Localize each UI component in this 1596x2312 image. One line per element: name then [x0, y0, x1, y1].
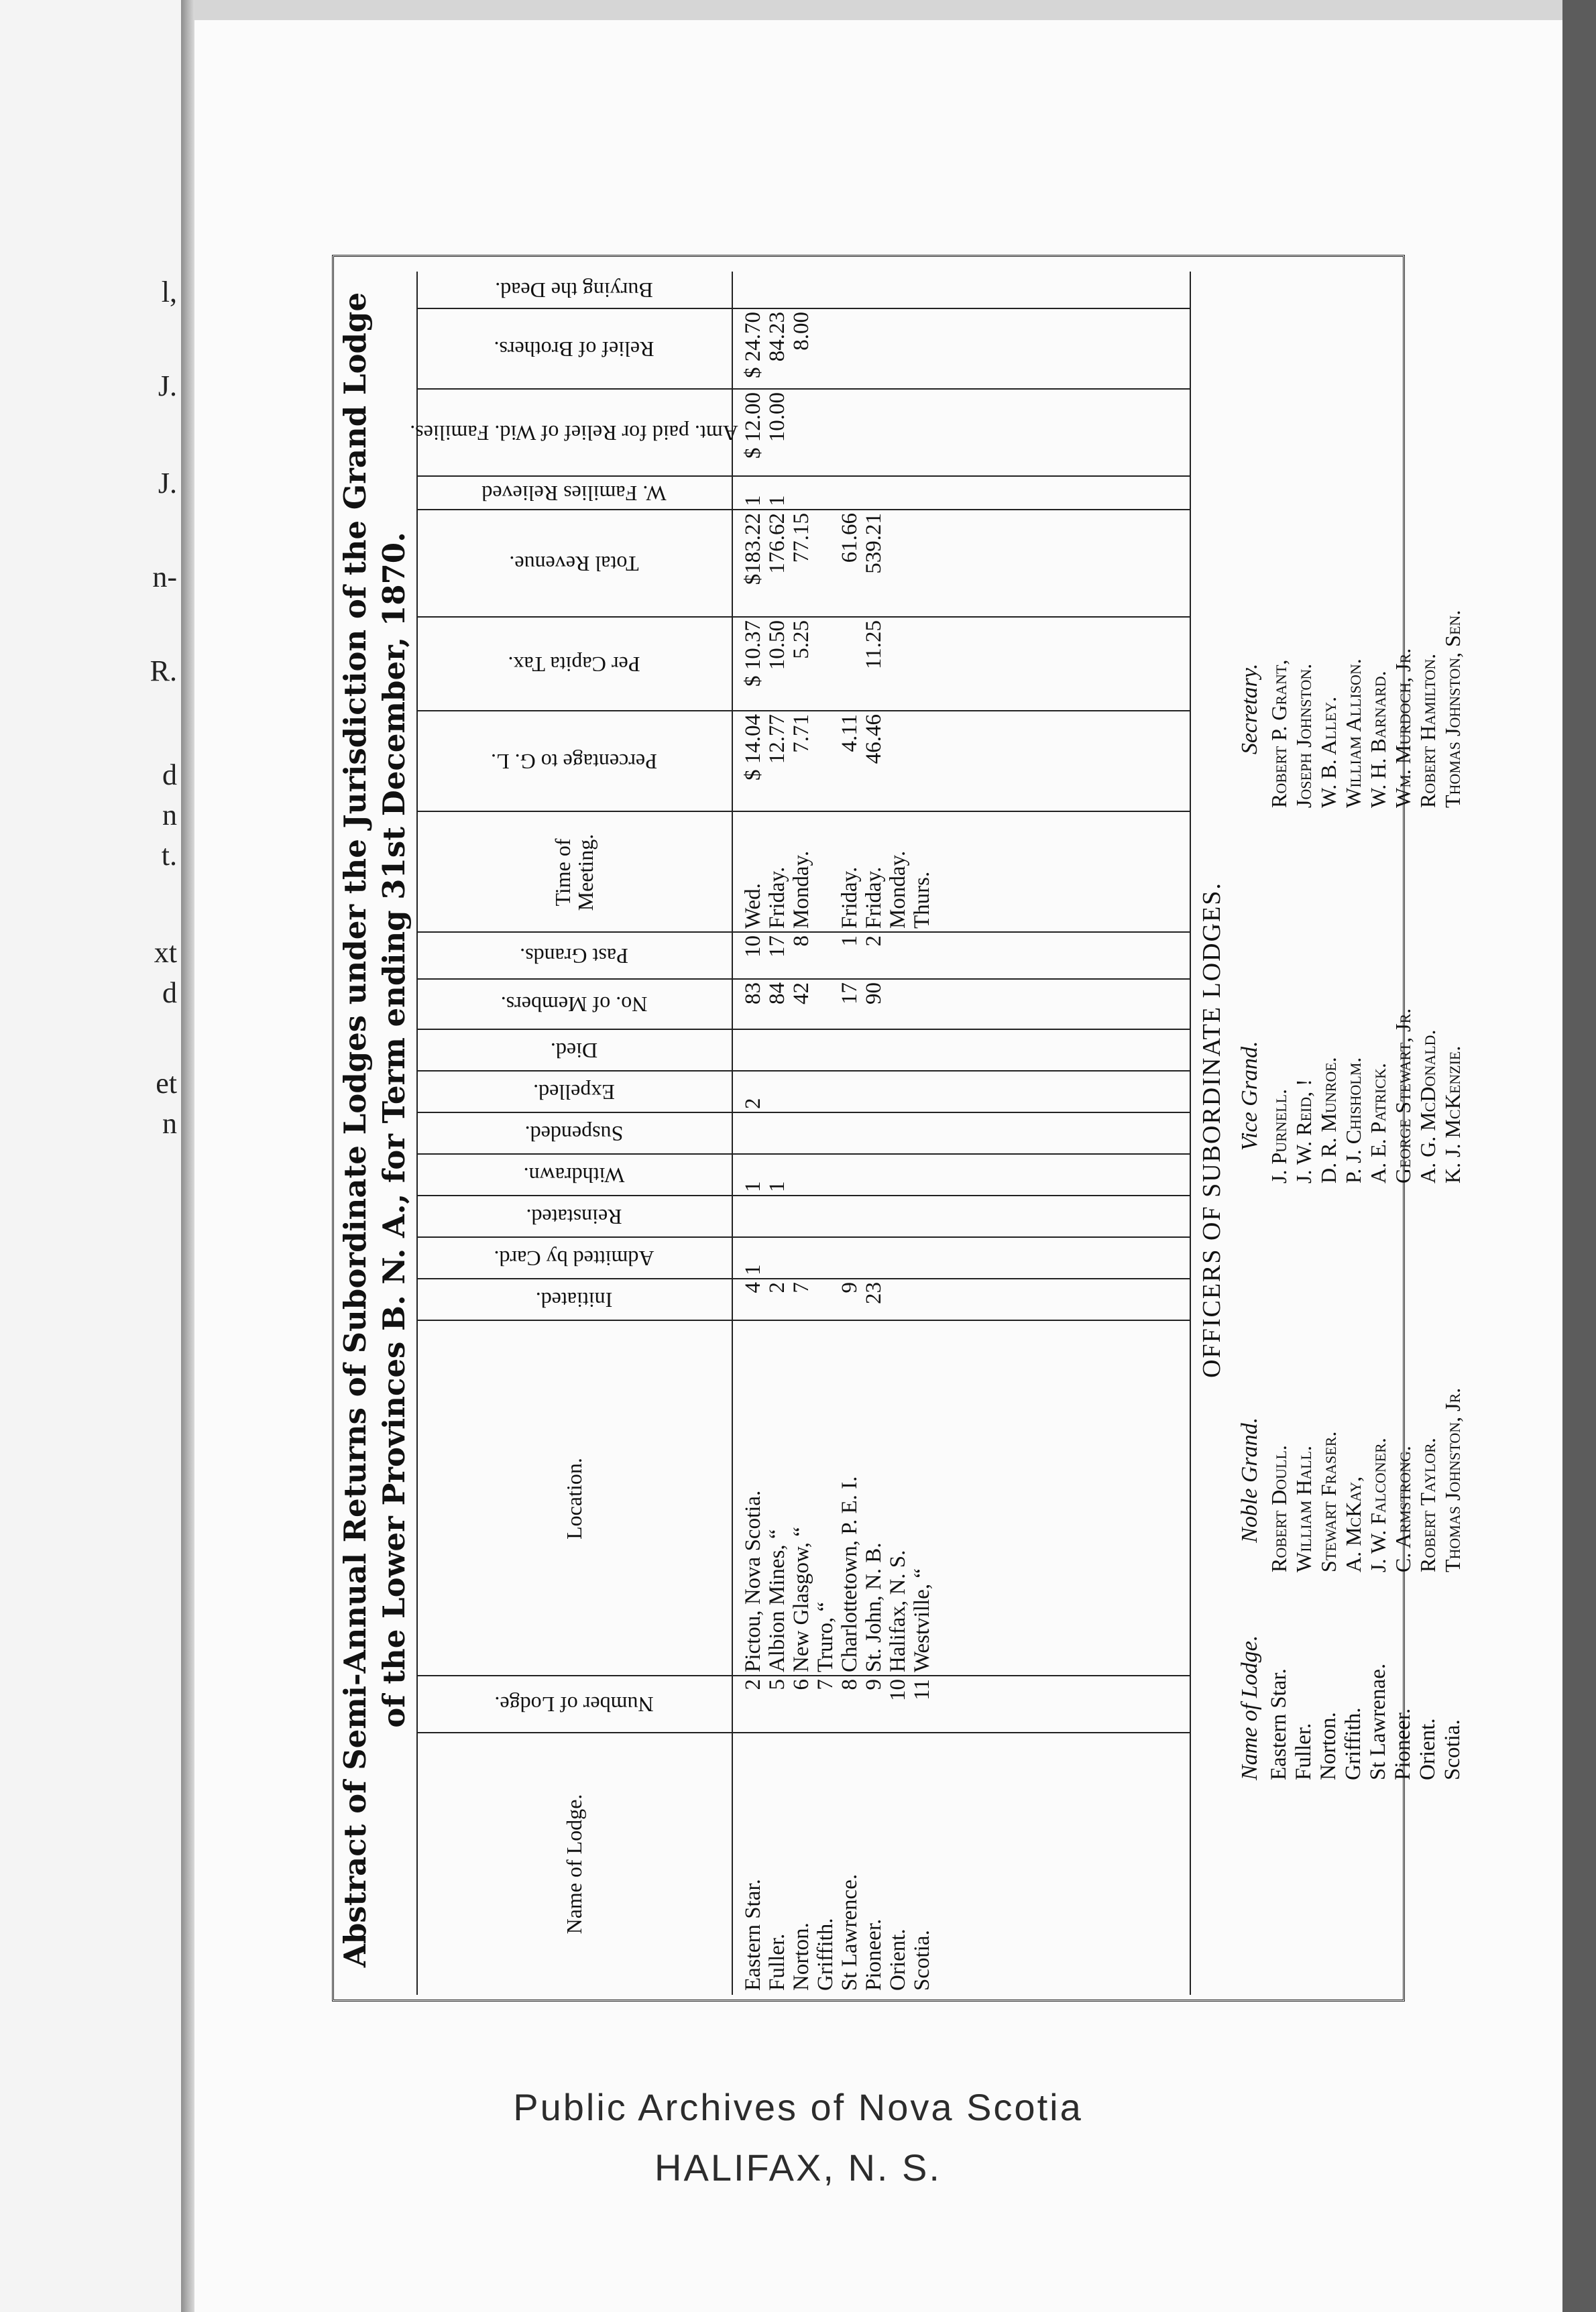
column-initiated — [416, 1279, 1191, 1321]
column-header — [416, 1113, 732, 1155]
table-cell: 10.00 — [765, 392, 789, 443]
officer-entry: Thomas Johnston, Jr. — [1440, 1387, 1465, 1572]
column-w-families — [416, 477, 1191, 510]
margin-fragment: R. — [150, 654, 177, 687]
table-cell: 176.62 — [765, 513, 789, 574]
column-time-of-meeting — [416, 812, 1191, 933]
officer-entry: P. J. Chisholm. — [1341, 1057, 1365, 1183]
table-cell: 10.50 — [765, 620, 789, 671]
column-members — [416, 980, 1191, 1030]
column-header-text: Expelled. — [533, 1080, 615, 1104]
table-cell: 7 — [789, 1282, 813, 1293]
officer-entry: William Allison. — [1341, 658, 1365, 808]
table-cell: $ 14.04 — [741, 714, 765, 781]
table-cell: 4.11 — [838, 714, 862, 752]
archive-stamp-line-1: Public Archives of Nova Scotia — [513, 2086, 1083, 2128]
column-header — [416, 711, 732, 812]
column-header — [416, 1321, 732, 1676]
column-header — [416, 1279, 732, 1321]
column-header — [416, 812, 732, 933]
column-header-text: W. Families Relieved — [481, 481, 667, 506]
column-header-text: Number of Lodge. — [494, 1692, 654, 1717]
column-burying — [416, 272, 1191, 309]
column-header — [416, 980, 732, 1030]
column-header-text: Percentage to G. L. — [491, 750, 657, 774]
table-cell: 2 — [741, 1098, 765, 1109]
table-cell: 1 — [741, 495, 765, 506]
table-cell: Monday. — [886, 850, 910, 929]
rotated-abstract-table — [332, 255, 1465, 2002]
column-name-of-lodge — [416, 1733, 1191, 1995]
column-header — [416, 272, 732, 309]
table-cell: 46.46 — [862, 714, 886, 764]
table-cell: 12.77 — [765, 714, 789, 764]
officer-entry: Thomas Johnston, Sen. — [1440, 610, 1465, 808]
column-header — [416, 510, 732, 618]
table-cell: 83 — [741, 982, 765, 1004]
column-header — [410, 390, 738, 477]
column-header-text: Withdrawn. — [523, 1163, 625, 1188]
column-header — [416, 477, 732, 510]
table-cell: Truro, “ — [813, 1601, 838, 1672]
column-died — [416, 1030, 1191, 1072]
column-header — [416, 933, 732, 980]
table-cell: 61.66 — [838, 513, 862, 563]
table-cell: Halifax, N. S. — [886, 1550, 910, 1672]
column-expelled — [416, 1072, 1191, 1113]
table-cell: Pioneer. — [862, 1918, 886, 1991]
column-header-text: Reinstated. — [526, 1205, 622, 1229]
margin-fragment: xt — [154, 936, 177, 969]
column-header — [416, 1155, 732, 1196]
table-cell: $ 24.70 — [741, 312, 765, 378]
officer-entry: Orient. — [1416, 1718, 1440, 1780]
column-relief-brothers — [416, 309, 1191, 390]
table-cell: 539.21 — [862, 513, 886, 574]
table-cell: 2 — [741, 1679, 765, 1690]
officers-title: OFFICERS OF SUBORDINATE LODGES. — [1198, 882, 1226, 1378]
column-percentage — [416, 711, 1191, 812]
table-cell: 90 — [862, 982, 886, 1004]
officer-entry: Griffith. — [1341, 1707, 1365, 1780]
title-line-2: of the Lower Provinces B. N. A., for Term ending 31st December, 1870. — [376, 532, 412, 1728]
table-cell: 17 — [838, 982, 862, 1004]
margin-fragment: d — [162, 976, 177, 1009]
column-amt-paid — [410, 390, 1191, 477]
officer-entry: Robert Doull. — [1267, 1445, 1291, 1572]
column-header-text: No. of Members. — [500, 992, 648, 1017]
officer-entry: W. B. Alley. — [1316, 696, 1341, 808]
table-cell: 77.15 — [789, 513, 813, 563]
table-cell: Westville, “ — [910, 1568, 934, 1672]
table-cell: St Lawrence. — [838, 1873, 862, 1991]
secretary-column — [1237, 610, 1465, 808]
margin-fragment: et — [156, 1067, 177, 1100]
column-header — [416, 309, 732, 390]
column-header — [416, 1030, 732, 1072]
table-cell: Scotia. — [910, 1930, 934, 1991]
officer-entry: Stewart Fraser. — [1316, 1431, 1341, 1572]
column-header-text: Per Capita Tax. — [508, 652, 640, 677]
table-cell: 2 — [765, 1282, 789, 1293]
table-cell: Wed. — [741, 883, 765, 929]
column-header-text: Admitted by Card. — [494, 1247, 654, 1271]
table-cell: 10 — [741, 935, 765, 958]
table-cell: 23 — [862, 1282, 886, 1304]
noble-grand-column — [1237, 1388, 1465, 1572]
margin-fragment: J. — [158, 369, 177, 402]
column-per-capita — [416, 618, 1191, 711]
table-cell: 7.71 — [789, 714, 813, 753]
table-cell: 7 — [813, 1679, 838, 1690]
left-page-fragment — [0, 0, 183, 2312]
column-header — [416, 618, 732, 711]
table-cell: 11 — [910, 1679, 934, 1700]
table-cell: Pictou, Nova Scotia. — [741, 1490, 765, 1672]
officer-entry: William Hall. — [1292, 1445, 1316, 1572]
officer-entry: Pioneer. — [1391, 1708, 1415, 1780]
table-cell: 84 — [765, 982, 789, 1004]
table-cell: Eastern Star. — [741, 1879, 765, 1991]
table-cell: Charlottetown, P. E. I. — [838, 1476, 862, 1672]
table-cell: 42 — [789, 982, 813, 1004]
table-cell: New Glasgow, “ — [789, 1527, 813, 1672]
officer-entry: D. R. Munroe. — [1316, 1057, 1341, 1183]
column-header-text: Relief of Brothers. — [494, 337, 654, 361]
officer-entry: Eastern Star. — [1267, 1668, 1291, 1780]
table-cell: $ 10.37 — [741, 620, 765, 687]
returns-table — [410, 272, 1191, 1995]
column-header — [416, 1733, 732, 1995]
officers-column-header: Vice Grand. — [1237, 1041, 1262, 1151]
column-header-text: Time of Meeting. — [551, 833, 597, 911]
table-cell: 1 — [741, 1264, 765, 1275]
officer-entry: J. Purnell. — [1267, 1088, 1291, 1183]
officer-entry: Fuller. — [1292, 1723, 1316, 1780]
column-number-of-lodge — [416, 1676, 1191, 1733]
table-cell: 17 — [765, 935, 789, 958]
table-title — [336, 272, 414, 1988]
officer-entry: C. Armstrong. — [1391, 1446, 1415, 1572]
officer-entry: Robert P. Grant, — [1267, 659, 1291, 808]
officer-lodge-column — [1237, 1635, 1465, 1780]
officer-entry: Scotia. — [1440, 1719, 1465, 1780]
column-header-text: Past Grands. — [520, 944, 628, 968]
column-suspended — [416, 1113, 1191, 1155]
table-cell: 9 — [838, 1282, 862, 1293]
margin-fragment: J. — [158, 467, 177, 500]
column-header-text: Died. — [550, 1039, 598, 1063]
officers-column-header: Secretary. — [1237, 663, 1262, 755]
column-reinstated — [416, 1196, 1191, 1238]
table-cell: Friday. — [838, 866, 862, 929]
table-cell: 5 — [765, 1679, 789, 1690]
table-cell: 6 — [789, 1679, 813, 1690]
column-admitted-by-card — [416, 1238, 1191, 1279]
table-cell: 5.25 — [789, 620, 813, 659]
officer-entry: J. W. Reid, ! — [1292, 1079, 1316, 1183]
column-header-text: Name of Lodge. — [562, 1794, 586, 1934]
column-header-text: Burying the Dead. — [495, 278, 653, 302]
column-header-text: Suspended. — [524, 1122, 624, 1146]
margin-fragment: d — [162, 758, 177, 791]
officers-section — [1197, 325, 1465, 1934]
page-edge — [1562, 0, 1596, 2312]
table-cell: 2 — [862, 935, 886, 947]
table-cell: 84.23 — [765, 312, 789, 362]
table-cell: 8.00 — [789, 312, 813, 351]
column-withdrawn — [416, 1155, 1191, 1196]
book-gutter — [181, 0, 194, 2312]
table-cell: Fuller. — [765, 1933, 789, 1991]
column-header — [416, 1072, 732, 1113]
column-header-text: Amt. paid for Relief of Wid. Families. — [410, 421, 738, 445]
table-cell: Norton. — [789, 1922, 813, 1991]
officer-entry: Norton. — [1316, 1712, 1341, 1780]
margin-fragment: t. — [161, 839, 177, 872]
table-cell: 1 — [838, 935, 862, 947]
column-header — [416, 1676, 732, 1733]
column-location — [416, 1321, 1191, 1676]
archive-stamp-line-2: HALIFAX, N. S. — [654, 2146, 942, 2189]
officer-entry: A. McKay, — [1341, 1476, 1365, 1572]
table-cell: 8 — [838, 1679, 862, 1690]
officer-entry: A. E. Patrick. — [1366, 1063, 1390, 1183]
margin-fragment: n — [162, 799, 177, 831]
table-cell: Thurs. — [910, 871, 934, 929]
officer-entry: Wm. Murdoch, Jr. — [1391, 648, 1415, 808]
officer-entry: W. H. Barnard. — [1366, 671, 1390, 808]
table-cell: Albion Mines, “ — [765, 1529, 789, 1672]
table-cell: 1 — [765, 495, 789, 506]
table-cell: Griffith. — [813, 1918, 838, 1991]
officer-entry: K. J. McKenzie. — [1440, 1045, 1465, 1183]
officer-entry: Robert Hamilton. — [1416, 653, 1440, 808]
officer-entry: J. W. Falconer. — [1366, 1438, 1390, 1572]
margin-fragment: n- — [152, 561, 177, 593]
officer-entry: George Stewart, Jr. — [1391, 1008, 1415, 1183]
officer-entry: Joseph Johnston. — [1292, 663, 1316, 808]
table-cell: 11.25 — [862, 620, 886, 670]
officer-entry: A. G. McDonald. — [1416, 1029, 1440, 1183]
table-cell: 4 — [741, 1282, 765, 1293]
table-cell: 9 — [862, 1679, 886, 1690]
officer-entry: Robert Taylor. — [1416, 1438, 1440, 1572]
table-cell: St. John, N. B. — [862, 1542, 886, 1672]
table-cell: 8 — [789, 935, 813, 947]
table-cell: 10 — [886, 1679, 910, 1701]
table-cell: Friday. — [862, 866, 886, 929]
officers-column-header: Name of Lodge. — [1237, 1635, 1262, 1780]
column-header-text: Total Revenue. — [509, 552, 639, 576]
table-cell: Monday. — [789, 850, 813, 929]
officers-column-header: Noble Grand. — [1237, 1417, 1262, 1543]
vice-grand-column — [1237, 1008, 1465, 1183]
table-cell: 1 — [765, 1181, 789, 1192]
column-past-grands — [416, 933, 1191, 980]
table-cell: Orient. — [886, 1928, 910, 1991]
column-header — [416, 1238, 732, 1279]
column-total-revenue — [416, 510, 1191, 618]
column-header — [416, 1196, 732, 1238]
margin-fragment: l, — [161, 276, 177, 308]
column-header-text: Initiated. — [535, 1288, 613, 1312]
officer-entry: St Lawrenae. — [1366, 1663, 1390, 1780]
table-cell: Friday. — [765, 866, 789, 929]
table-cell: $183.22 — [741, 513, 765, 585]
margin-fragment: n — [162, 1107, 177, 1140]
table-cell: $ 12.00 — [741, 392, 765, 459]
column-header-text: Location. — [562, 1458, 586, 1540]
table-cell: 1 — [741, 1181, 765, 1192]
title-line-1: Abstract of Semi-Annual Returns of Subordinate Lodges under the Jurisdiction of the Grand Lodge — [337, 292, 373, 1968]
